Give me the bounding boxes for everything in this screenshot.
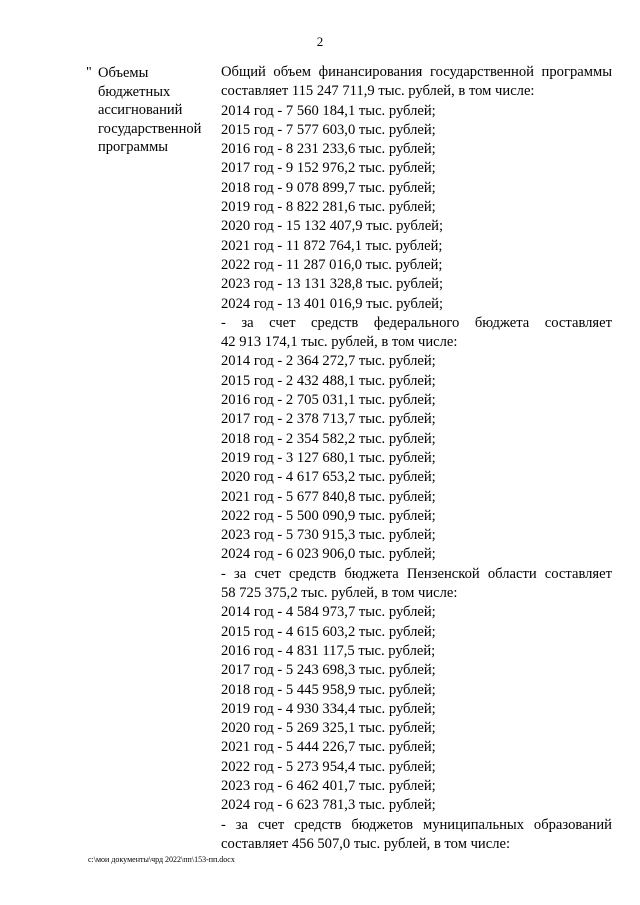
content-line: 2017 год - 5 243 698,3 тыс. рублей; (221, 662, 436, 679)
content-line: составляет 456 507,0 тыс. рублей, в том числе: (221, 835, 511, 852)
content-line: 2023 год - 5 730 915,3 тыс. рублей; (221, 527, 436, 544)
content-line: 2022 год - 11 287 016,0 тыс. рублей; (221, 256, 443, 273)
section-label-line: Объемы (98, 65, 149, 81)
financing-content (221, 63, 612, 854)
content-line: 2016 год - 8 231 233,6 тыс. рублей; (221, 141, 436, 158)
content-line: 2015 год - 4 615 603,2 тыс. рублей; (221, 623, 436, 640)
content-line: 2015 год - 2 432 488,1 тыс. рублей; (221, 372, 436, 389)
content-line: 58 725 375,2 тыс. рублей, в том числе: (221, 585, 458, 602)
content-line: 2018 год - 9 078 899,7 тыс. рублей; (221, 179, 436, 196)
content-line: 2024 год - 6 023 906,0 тыс. рублей; (221, 546, 436, 563)
content-line: 2021 год - 5 677 840,8 тыс. рублей; (221, 488, 436, 505)
content-line: 2020 год - 4 617 653,2 тыс. рублей; (221, 469, 436, 486)
content-line: 2019 год - 4 930 334,4 тыс. рублей; (221, 700, 436, 717)
content-line: - за счет средств федерального бюджета составляет (221, 314, 612, 331)
section-label-line: ассигнований (98, 102, 183, 119)
content-line: 2014 год - 2 364 272,7 тыс. рублей; (221, 353, 436, 370)
content-line: 2014 год - 4 584 973,7 тыс. рублей; (221, 604, 436, 621)
content-line: 2015 год - 7 577 603,0 тыс. рублей; (221, 121, 436, 138)
footer-file-path: c:\мои документы\чрд 2022\пп\153-пп.docx (88, 855, 235, 864)
content-line: 2023 год - 6 462 401,7 тыс. рублей; (221, 777, 436, 794)
section-label (98, 64, 213, 157)
content-line: Общий объем финансирования государственной программы (221, 64, 612, 80)
content-line: - за счет средств бюджетов муниципальных образований (221, 816, 612, 833)
content-line: 42 913 174,1 тыс. рублей, в том числе: (221, 334, 458, 351)
content-line: составляет 115 247 711,9 тыс. рублей, в том числе: (221, 83, 535, 100)
section-label-line: программы (98, 139, 168, 156)
section-label-line: бюджетных (98, 83, 171, 100)
content-line: 2023 год - 13 131 328,8 тыс. рублей; (221, 276, 444, 293)
opening-quote-mark: " (86, 65, 92, 80)
content-line: 2020 год - 15 132 407,9 тыс. рублей; (221, 218, 444, 235)
content-line: 2017 год - 2 378 713,7 тыс. рублей; (221, 411, 436, 428)
content-line: 2016 год - 2 705 031,1 тыс. рублей; (221, 392, 436, 409)
content-line: 2024 год - 13 401 016,9 тыс. рублей; (221, 295, 444, 312)
content-line: 2019 год - 3 127 680,1 тыс. рублей; (221, 449, 436, 466)
content-line: - за счет средств бюджета Пензенской области составляет (221, 565, 612, 582)
content-line: 2020 год - 5 269 325,1 тыс. рублей; (221, 720, 436, 737)
content-line: 2021 год - 11 872 764,1 тыс. рублей; (221, 237, 443, 254)
content-line: 2018 год - 2 354 582,2 тыс. рублей; (221, 430, 436, 447)
content-line: 2022 год - 5 273 954,4 тыс. рублей; (221, 758, 436, 775)
section-label-line: государственной (98, 120, 202, 137)
content-line: 2018 год - 5 445 958,9 тыс. рублей; (221, 681, 436, 698)
content-line: 2016 год - 4 831 117,5 тыс. рублей; (221, 642, 436, 659)
content-line: 2019 год - 8 822 281,6 тыс. рублей; (221, 199, 436, 216)
content-line: 2021 год - 5 444 226,7 тыс. рублей; (221, 739, 436, 756)
content-line: 2022 год - 5 500 090,9 тыс. рублей; (221, 507, 436, 524)
content-line: 2024 год - 6 623 781,3 тыс. рублей; (221, 797, 436, 814)
content-line: 2017 год - 9 152 976,2 тыс. рублей; (221, 160, 436, 177)
content-line: 2014 год - 7 560 184,1 тыс. рублей; (221, 102, 436, 119)
page-number: 2 (316, 34, 324, 49)
